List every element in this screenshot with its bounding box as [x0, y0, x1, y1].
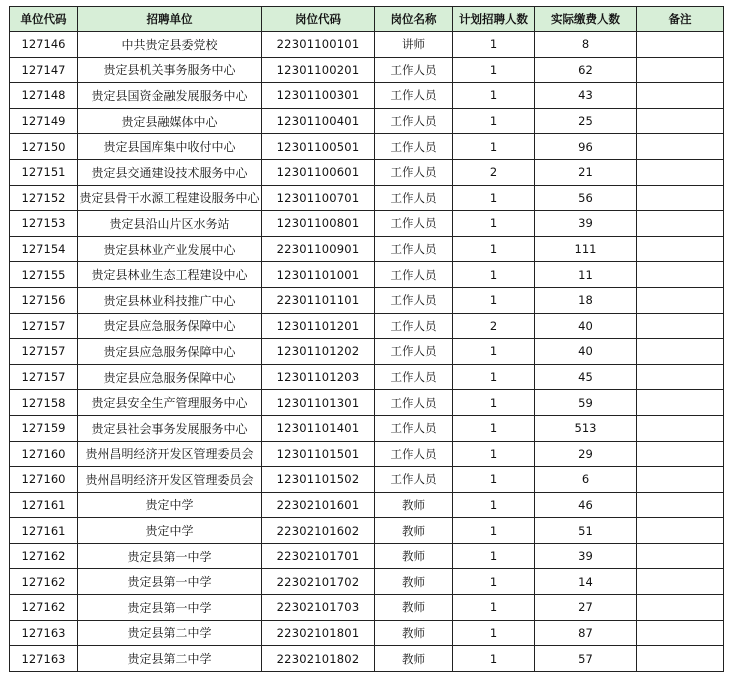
header-position-name: 岗位名称	[375, 7, 453, 32]
position-code-cell: 12301100301	[262, 83, 375, 109]
position-name-cell: 工作人员	[375, 339, 453, 365]
recruiting-unit-cell: 贵定县第一中学	[78, 595, 262, 621]
table-header	[10, 7, 724, 32]
planned-count-cell: 1	[453, 339, 535, 365]
unit-code-cell: 127163	[10, 620, 78, 646]
paid-count-cell: 21	[535, 159, 637, 185]
planned-count-cell: 2	[453, 313, 535, 339]
unit-code-cell: 127152	[10, 185, 78, 211]
position-code-cell: 12301100501	[262, 134, 375, 160]
paid-count-cell: 6	[535, 467, 637, 493]
position-name-cell: 工作人员	[375, 364, 453, 390]
position-code-cell: 22302101801	[262, 620, 375, 646]
table-row	[10, 236, 724, 262]
recruiting-unit-cell: 贵定县第一中学	[78, 569, 262, 595]
position-name-cell: 工作人员	[375, 390, 453, 416]
position-code-cell: 12301101202	[262, 339, 375, 365]
paid-count-cell: 43	[535, 83, 637, 109]
paid-count-cell: 40	[535, 313, 637, 339]
table-row	[10, 569, 724, 595]
remarks-cell	[637, 518, 724, 544]
unit-code-cell: 127155	[10, 262, 78, 288]
unit-code-cell: 127162	[10, 595, 78, 621]
recruiting-unit-cell: 贵定县交通建设技术服务中心	[78, 159, 262, 185]
recruiting-unit-cell: 贵定县应急服务保障中心	[78, 313, 262, 339]
planned-count-cell: 1	[453, 646, 535, 672]
position-code-cell: 12301101401	[262, 415, 375, 441]
recruiting-unit-cell: 贵定县林业产业发展中心	[78, 236, 262, 262]
position-name-cell: 教师	[375, 595, 453, 621]
position-code-cell: 12301101502	[262, 467, 375, 493]
table-row	[10, 646, 724, 672]
recruiting-unit-cell: 贵定县沿山片区水务站	[78, 211, 262, 237]
remarks-cell	[637, 32, 724, 58]
remarks-cell	[637, 620, 724, 646]
table-row	[10, 595, 724, 621]
recruiting-unit-cell: 贵定县骨干水源工程建设服务中心	[78, 185, 262, 211]
remarks-cell	[637, 543, 724, 569]
paid-count-cell: 62	[535, 57, 637, 83]
table-row	[10, 441, 724, 467]
planned-count-cell: 1	[453, 543, 535, 569]
recruiting-unit-cell: 贵定县林业生态工程建设中心	[78, 262, 262, 288]
table-row	[10, 32, 724, 58]
paid-count-cell: 29	[535, 441, 637, 467]
header-paid-count: 实际缴费人数	[535, 7, 637, 32]
remarks-cell	[637, 134, 724, 160]
unit-code-cell: 127148	[10, 83, 78, 109]
recruiting-unit-cell: 贵州昌明经济开发区管理委员会	[78, 467, 262, 493]
header-planned-count: 计划招聘人数	[453, 7, 535, 32]
position-name-cell: 工作人员	[375, 262, 453, 288]
paid-count-cell: 513	[535, 415, 637, 441]
unit-code-cell: 127163	[10, 646, 78, 672]
position-code-cell: 12301101501	[262, 441, 375, 467]
recruiting-unit-cell: 贵定中学	[78, 518, 262, 544]
header-row	[10, 7, 724, 32]
planned-count-cell: 1	[453, 620, 535, 646]
remarks-cell	[637, 159, 724, 185]
position-code-cell: 12301100201	[262, 57, 375, 83]
paid-count-cell: 39	[535, 543, 637, 569]
planned-count-cell: 1	[453, 467, 535, 493]
planned-count-cell: 1	[453, 236, 535, 262]
planned-count-cell: 1	[453, 108, 535, 134]
table-row	[10, 185, 724, 211]
recruiting-unit-cell: 贵定县机关事务服务中心	[78, 57, 262, 83]
unit-code-cell: 127161	[10, 518, 78, 544]
remarks-cell	[637, 211, 724, 237]
planned-count-cell: 2	[453, 159, 535, 185]
position-code-cell: 12301101001	[262, 262, 375, 288]
table-body	[10, 32, 724, 672]
unit-code-cell: 127157	[10, 339, 78, 365]
unit-code-cell: 127160	[10, 467, 78, 493]
position-name-cell: 工作人员	[375, 441, 453, 467]
position-code-cell: 12301100801	[262, 211, 375, 237]
planned-count-cell: 1	[453, 441, 535, 467]
position-name-cell: 工作人员	[375, 83, 453, 109]
unit-code-cell: 127161	[10, 492, 78, 518]
table-row	[10, 83, 724, 109]
unit-code-cell: 127147	[10, 57, 78, 83]
table-row	[10, 518, 724, 544]
remarks-cell	[637, 185, 724, 211]
position-name-cell: 教师	[375, 646, 453, 672]
recruiting-unit-cell: 贵定中学	[78, 492, 262, 518]
remarks-cell	[637, 57, 724, 83]
table-row	[10, 415, 724, 441]
unit-code-cell: 127150	[10, 134, 78, 160]
table-row	[10, 108, 724, 134]
recruiting-unit-cell: 贵定县林业科技推广中心	[78, 287, 262, 313]
position-code-cell: 22301101101	[262, 287, 375, 313]
unit-code-cell: 127153	[10, 211, 78, 237]
unit-code-cell: 127157	[10, 364, 78, 390]
remarks-cell	[637, 492, 724, 518]
position-name-cell: 教师	[375, 569, 453, 595]
remarks-cell	[637, 646, 724, 672]
planned-count-cell: 1	[453, 211, 535, 237]
remarks-cell	[637, 441, 724, 467]
planned-count-cell: 1	[453, 492, 535, 518]
paid-count-cell: 96	[535, 134, 637, 160]
remarks-cell	[637, 236, 724, 262]
position-code-cell: 22301100101	[262, 32, 375, 58]
remarks-cell	[637, 287, 724, 313]
paid-count-cell: 51	[535, 518, 637, 544]
table-row	[10, 57, 724, 83]
recruiting-unit-cell: 贵定县第二中学	[78, 646, 262, 672]
remarks-cell	[637, 83, 724, 109]
table-row	[10, 620, 724, 646]
remarks-cell	[637, 467, 724, 493]
position-name-cell: 工作人员	[375, 159, 453, 185]
paid-count-cell: 46	[535, 492, 637, 518]
paid-count-cell: 40	[535, 339, 637, 365]
position-code-cell: 22301100901	[262, 236, 375, 262]
recruiting-unit-cell: 贵定县应急服务保障中心	[78, 364, 262, 390]
recruiting-unit-cell: 贵州昌明经济开发区管理委员会	[78, 441, 262, 467]
planned-count-cell: 1	[453, 415, 535, 441]
remarks-cell	[637, 108, 724, 134]
planned-count-cell: 1	[453, 364, 535, 390]
unit-code-cell: 127151	[10, 159, 78, 185]
position-code-cell: 22302101602	[262, 518, 375, 544]
planned-count-cell: 1	[453, 595, 535, 621]
recruiting-unit-cell: 贵定县国资金融发展服务中心	[78, 83, 262, 109]
planned-count-cell: 1	[453, 518, 535, 544]
table-row	[10, 134, 724, 160]
paid-count-cell: 57	[535, 646, 637, 672]
recruiting-unit-cell: 贵定县应急服务保障中心	[78, 339, 262, 365]
position-name-cell: 工作人员	[375, 134, 453, 160]
planned-count-cell: 1	[453, 57, 535, 83]
unit-code-cell: 127157	[10, 313, 78, 339]
paid-count-cell: 39	[535, 211, 637, 237]
planned-count-cell: 1	[453, 287, 535, 313]
paid-count-cell: 18	[535, 287, 637, 313]
header-recruiting-unit: 招聘单位	[78, 7, 262, 32]
position-code-cell: 12301101301	[262, 390, 375, 416]
position-name-cell: 工作人员	[375, 57, 453, 83]
table-row	[10, 467, 724, 493]
recruiting-unit-cell: 贵定县第一中学	[78, 543, 262, 569]
planned-count-cell: 1	[453, 390, 535, 416]
remarks-cell	[637, 595, 724, 621]
header-position-code: 岗位代码	[262, 7, 375, 32]
remarks-cell	[637, 313, 724, 339]
planned-count-cell: 1	[453, 134, 535, 160]
position-code-cell: 12301100701	[262, 185, 375, 211]
header-unit-code: 单位代码	[10, 7, 78, 32]
table-row	[10, 390, 724, 416]
position-name-cell: 讲师	[375, 32, 453, 58]
remarks-cell	[637, 262, 724, 288]
unit-code-cell: 127158	[10, 390, 78, 416]
table-row	[10, 262, 724, 288]
planned-count-cell: 1	[453, 262, 535, 288]
remarks-cell	[637, 415, 724, 441]
unit-code-cell: 127156	[10, 287, 78, 313]
planned-count-cell: 1	[453, 83, 535, 109]
remarks-cell	[637, 364, 724, 390]
position-name-cell: 教师	[375, 492, 453, 518]
position-code-cell: 22302101802	[262, 646, 375, 672]
position-code-cell: 22302101702	[262, 569, 375, 595]
planned-count-cell: 1	[453, 185, 535, 211]
table-row	[10, 287, 724, 313]
paid-count-cell: 14	[535, 569, 637, 595]
remarks-cell	[637, 569, 724, 595]
paid-count-cell: 111	[535, 236, 637, 262]
position-name-cell: 工作人员	[375, 108, 453, 134]
position-name-cell: 工作人员	[375, 313, 453, 339]
recruiting-unit-cell: 贵定县社会事务发展服务中心	[78, 415, 262, 441]
unit-code-cell: 127160	[10, 441, 78, 467]
position-name-cell: 工作人员	[375, 211, 453, 237]
table-row	[10, 339, 724, 365]
position-name-cell: 教师	[375, 620, 453, 646]
planned-count-cell: 1	[453, 32, 535, 58]
paid-count-cell: 45	[535, 364, 637, 390]
position-code-cell: 12301100401	[262, 108, 375, 134]
position-name-cell: 工作人员	[375, 236, 453, 262]
unit-code-cell: 127149	[10, 108, 78, 134]
recruiting-unit-cell: 贵定县国库集中收付中心	[78, 134, 262, 160]
table-row	[10, 543, 724, 569]
paid-count-cell: 27	[535, 595, 637, 621]
table-row	[10, 364, 724, 390]
recruitment-table-container	[9, 6, 723, 672]
position-name-cell: 教师	[375, 518, 453, 544]
recruiting-unit-cell: 贵定县第二中学	[78, 620, 262, 646]
recruitment-table	[9, 6, 724, 672]
paid-count-cell: 59	[535, 390, 637, 416]
paid-count-cell: 87	[535, 620, 637, 646]
position-code-cell: 22302101601	[262, 492, 375, 518]
table-row	[10, 492, 724, 518]
position-code-cell: 12301100601	[262, 159, 375, 185]
table-row	[10, 159, 724, 185]
remarks-cell	[637, 390, 724, 416]
unit-code-cell: 127162	[10, 569, 78, 595]
recruiting-unit-cell: 贵定县融媒体中心	[78, 108, 262, 134]
planned-count-cell: 1	[453, 569, 535, 595]
table-row	[10, 313, 724, 339]
recruiting-unit-cell: 贵定县安全生产管理服务中心	[78, 390, 262, 416]
unit-code-cell: 127154	[10, 236, 78, 262]
paid-count-cell: 11	[535, 262, 637, 288]
recruiting-unit-cell: 中共贵定县委党校	[78, 32, 262, 58]
position-name-cell: 工作人员	[375, 287, 453, 313]
paid-count-cell: 25	[535, 108, 637, 134]
paid-count-cell: 56	[535, 185, 637, 211]
position-name-cell: 工作人员	[375, 185, 453, 211]
position-name-cell: 教师	[375, 543, 453, 569]
remarks-cell	[637, 339, 724, 365]
position-code-cell: 22302101701	[262, 543, 375, 569]
position-name-cell: 工作人员	[375, 415, 453, 441]
unit-code-cell: 127159	[10, 415, 78, 441]
unit-code-cell: 127162	[10, 543, 78, 569]
position-code-cell: 12301101203	[262, 364, 375, 390]
table-row	[10, 211, 724, 237]
unit-code-cell: 127146	[10, 32, 78, 58]
paid-count-cell: 8	[535, 32, 637, 58]
header-remarks: 备注	[637, 7, 724, 32]
position-name-cell: 工作人员	[375, 467, 453, 493]
position-code-cell: 12301101201	[262, 313, 375, 339]
position-code-cell: 22302101703	[262, 595, 375, 621]
